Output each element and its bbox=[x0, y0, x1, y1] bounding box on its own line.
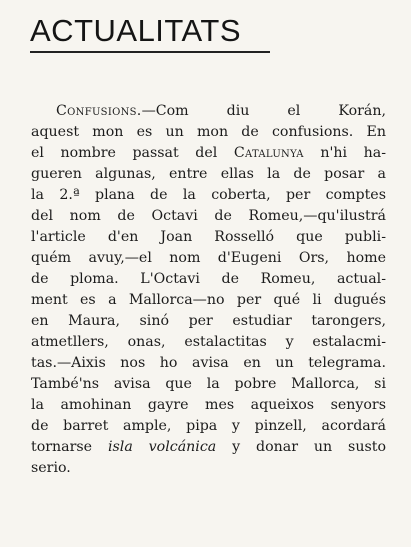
article-text: l'article d'en Joan Rosselló que publi- bbox=[31, 229, 386, 245]
article-line bbox=[31, 101, 386, 122]
article-text: gueren algunas, entre ellas la de posar a bbox=[31, 166, 386, 182]
article-line bbox=[31, 248, 386, 269]
article-line bbox=[31, 395, 386, 416]
article-line bbox=[31, 311, 386, 332]
bleed-through-mark bbox=[276, 6, 372, 20]
article-line bbox=[31, 185, 386, 206]
article-line bbox=[31, 416, 386, 437]
article-text: de ploma. L'Octavi de Romeu, actual- bbox=[31, 271, 386, 287]
article-line bbox=[31, 290, 386, 311]
article-text: y donar un susto bbox=[216, 439, 386, 455]
article-text: ment es a Mallorca—no per qué li dugués bbox=[31, 292, 386, 308]
article-text: quém avuy,—el nom d'Eugeni Ors, home bbox=[31, 250, 386, 266]
article-line bbox=[31, 458, 386, 479]
article-text: —Com diu el Korán, bbox=[141, 103, 386, 119]
article-text: tornarse bbox=[31, 439, 108, 455]
heading-underline bbox=[30, 51, 270, 53]
article-text: atmetllers, onas, estalactitas y estalacmi- bbox=[31, 334, 386, 350]
article-line bbox=[31, 353, 386, 374]
article-text: de barret ample, pipa y pinzell, acordará bbox=[31, 418, 386, 434]
article-text: la amohinan gayre mes aqueixos senyors bbox=[31, 397, 386, 413]
page-heading: ACTUALITATS bbox=[30, 13, 242, 48]
article-text: del nom de Octavi de Romeu,—qu'ilustrá bbox=[31, 208, 386, 224]
article-line bbox=[31, 437, 386, 458]
article-text: Catalunya bbox=[233, 145, 304, 161]
article-line bbox=[31, 206, 386, 227]
article-text: isla volcánica bbox=[107, 439, 217, 455]
article-text: tas.—Aixis nos ho avisa en un telegrama. bbox=[31, 355, 386, 371]
section-lead-title: Confusions. bbox=[56, 103, 142, 119]
article-line bbox=[31, 332, 386, 353]
article-text: També'ns avisa que la pobre Mallorca, si bbox=[31, 376, 386, 392]
article-line bbox=[31, 269, 386, 290]
article-line bbox=[31, 374, 386, 395]
article-body bbox=[31, 101, 386, 479]
article-text: en Maura, sinó per estudiar tarongers, bbox=[31, 313, 386, 329]
article-text: la 2.ª plana de la coberta, per comptes bbox=[31, 187, 386, 203]
article-line bbox=[31, 122, 386, 143]
article-text: el nombre passat del bbox=[31, 145, 234, 161]
article-text: n'hi ha- bbox=[303, 145, 386, 161]
article-line bbox=[31, 143, 386, 164]
article-text: serio. bbox=[31, 460, 71, 476]
article-line bbox=[31, 164, 386, 185]
article-line bbox=[31, 227, 386, 248]
article-text: aquest mon es un mon de confusions. En bbox=[31, 124, 386, 140]
